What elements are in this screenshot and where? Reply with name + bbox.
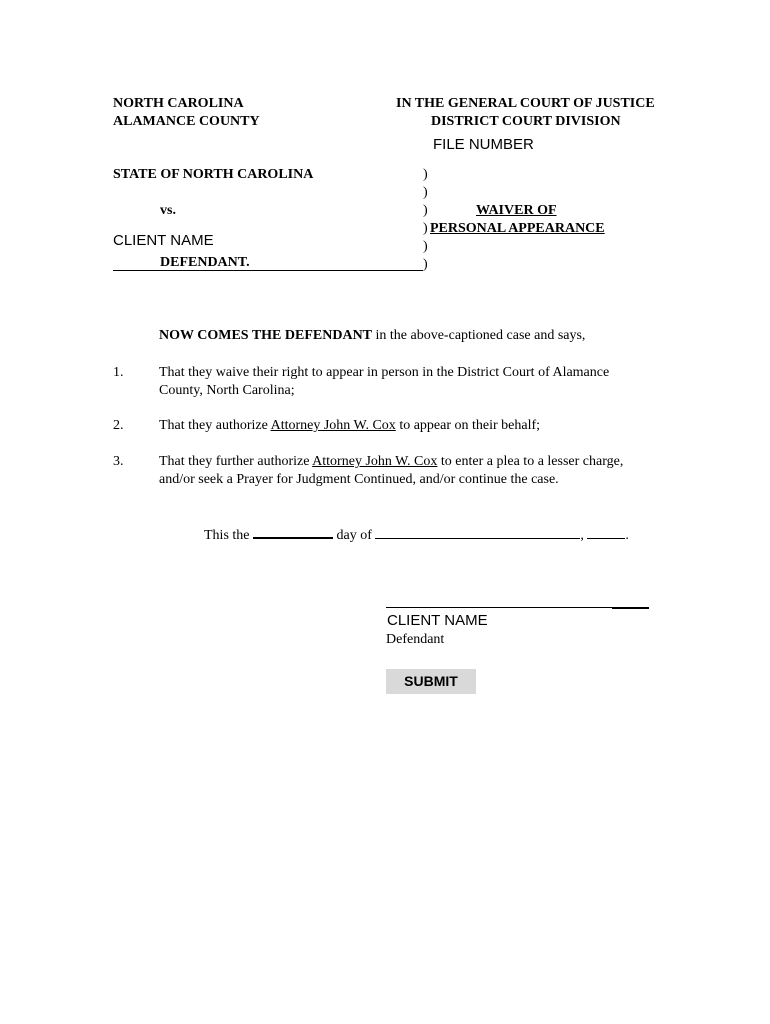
caption-paren: ) bbox=[423, 239, 428, 254]
file-number-field[interactable]: FILE NUMBER bbox=[433, 136, 534, 153]
submit-button[interactable]: SUBMIT bbox=[386, 669, 476, 694]
day-field[interactable] bbox=[253, 524, 333, 539]
date-line bbox=[204, 524, 629, 545]
caption-paren: ) bbox=[423, 185, 428, 200]
item-number: 3. bbox=[113, 454, 124, 469]
signature-role-label: Defendant bbox=[386, 632, 445, 647]
defendant-label: DEFENDANT. bbox=[160, 255, 250, 270]
intro-bold: NOW COMES THE DEFENDANT bbox=[159, 328, 373, 343]
county-label: ALAMANCE COUNTY bbox=[113, 114, 260, 129]
document-title-line2: PERSONAL APPEARANCE bbox=[430, 221, 605, 236]
item-text-post: to appear on their behalf; bbox=[395, 418, 541, 433]
item-text-pre: That they authorize bbox=[159, 418, 271, 433]
document-title-line1: WAIVER OF bbox=[476, 203, 557, 218]
intro-rest: in the above-captioned case and says, bbox=[372, 328, 586, 343]
date-comma: , bbox=[580, 528, 584, 543]
item-text-pre: That they further authorize bbox=[159, 454, 313, 469]
month-field[interactable] bbox=[375, 525, 580, 539]
attorney-name: Attorney John W. Cox bbox=[312, 454, 438, 469]
versus-label: vs. bbox=[160, 203, 176, 218]
signature-line-extension bbox=[612, 607, 649, 609]
signature-client-name-field[interactable]: CLIENT NAME bbox=[387, 612, 488, 629]
caption-paren: ) bbox=[423, 203, 428, 218]
caption-paren: ) bbox=[423, 221, 428, 236]
caption-paren: ) bbox=[423, 257, 428, 272]
caption-paren: ) bbox=[423, 167, 428, 182]
item-text bbox=[159, 417, 540, 435]
signature-line bbox=[386, 607, 612, 608]
this-the-label: This the bbox=[204, 528, 250, 543]
day-of-label: day of bbox=[336, 528, 372, 543]
intro-paragraph bbox=[159, 327, 585, 345]
state-label: NORTH CAROLINA bbox=[113, 96, 244, 111]
item-text-post: to enter a plea to a lesser charge, and/or seek a Prayer for Judgment Continued, and/or continue the case. bbox=[159, 454, 624, 487]
plaintiff-label: STATE OF NORTH CAROLINA bbox=[113, 167, 314, 182]
year-field[interactable] bbox=[587, 525, 625, 539]
item-number: 2. bbox=[113, 418, 124, 433]
court-label: IN THE GENERAL COURT OF JUSTICE bbox=[396, 96, 655, 111]
item-number: 1. bbox=[113, 365, 124, 380]
division-label: DISTRICT COURT DIVISION bbox=[431, 114, 621, 129]
date-period: . bbox=[625, 528, 629, 543]
client-name-field[interactable]: CLIENT NAME bbox=[113, 232, 214, 249]
item-text: That they waive their right to appear in person in the District Court of Alamance County, North Carolina; bbox=[159, 365, 610, 398]
item-text bbox=[159, 453, 649, 489]
attorney-name: Attorney John W. Cox bbox=[270, 418, 396, 433]
